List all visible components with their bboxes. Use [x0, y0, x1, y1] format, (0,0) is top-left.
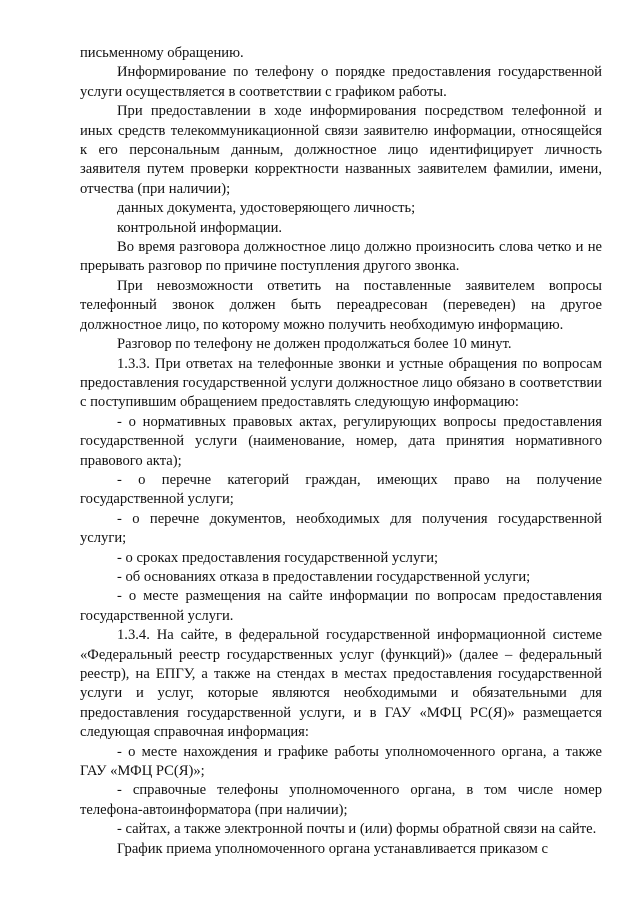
paragraph: - о перечне категорий граждан, имеющих право на получение государственной услуги; [80, 471, 602, 508]
paragraph: Во время разговора должностное лицо должно произносить слова четко и не прерывать разговор по причине поступления другого звонка. [80, 239, 602, 275]
paragraph: 1.3.4. На сайте, в федеральной государственной информационной системе «Федеральный реестр государственных услуг (функций)» (далее – федеральный реестр), на ЕПГУ, а также на стендах в местах предоставления государственной услуги и услуг, которые являются необходимыми и обязательными для предоставления государственной услуги, и в ГАУ «МФЦ РС(Я)» размещается следующая справочная информация: [80, 627, 602, 741]
paragraph: - об основаниях отказа в предоставлении государственной услуги; [117, 568, 531, 585]
paragraph: контрольной информации. [117, 219, 283, 236]
paragraph: - о нормативных правовых актах, регулирующих вопросы предоставления государственной услуги (наименование, номер, дата принятия нормативного правового акта); [80, 413, 602, 469]
paragraph: - о сроках предоставления государственной услуги; [117, 549, 439, 566]
paragraph: 1.3.3. При ответах на телефонные звонки и устные обращения по вопросам предоставления государственной услуги должностное лицо обязано в соответствии с поступившим обращением предоставлять следующую информацию: [80, 355, 602, 411]
paragraph: - справочные телефоны уполномоченного органа, в том числе номер телефона-автоинформатора (при наличии); [80, 782, 602, 818]
paragraph: данных документа, удостоверяющего личность; [117, 200, 416, 217]
paragraph: - сайтах, а также электронной почты и (или) формы обратной связи на сайте. [117, 821, 597, 838]
document-page [80, 44, 602, 859]
paragraph: Информирование по телефону о порядке предоставления государственной услуги осуществляется в соответствии с графиком работы. [80, 64, 602, 100]
paragraph: При невозможности ответить на поставленные заявителем вопросы телефонный звонок должен быть переадресован (переведен) на другое должностное лицо, по которому можно получить необходимую информацию. [80, 277, 602, 333]
paragraph: письменному обращению. [80, 45, 244, 61]
paragraph: - о месте нахождения и графике работы уполномоченного органа, а также ГАУ «МФЦ РС(Я)»; [80, 743, 602, 780]
paragraph: - о перечне документов, необходимых для получения государственной услуги; [80, 510, 602, 547]
paragraph: - о месте размещения на сайте информации по вопросам предоставления государственной услуги. [80, 588, 602, 624]
paragraph: Разговор по телефону не должен продолжаться более 10 минут. [117, 336, 512, 353]
paragraph: График приема уполномоченного органа устанавливается приказом с [117, 840, 548, 857]
paragraph: При предоставлении в ходе информирования посредством телефонной и иных средств телекоммуникационной связи заявителю информации, относящейся к его персональным данным, должностное лицо идентифицирует личность заявителя путем проверки корректности названных заявителем фамилии, имени, отчества (при наличии); [80, 103, 602, 197]
